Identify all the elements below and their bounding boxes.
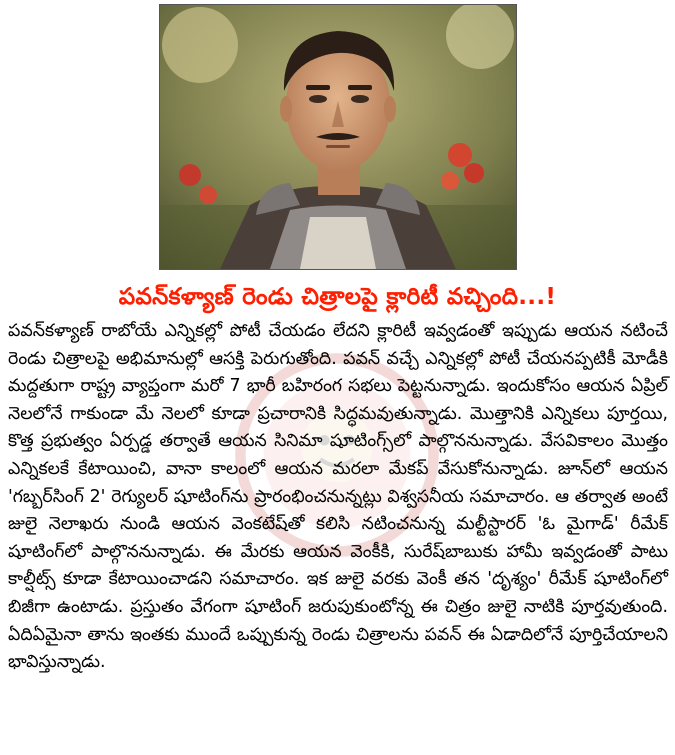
article-body: పవన్‌కళ్యాణ్ రాబోయే ఎన్నికల్లో పోటీ చేయడం లేదని క్లారిటీ ఇవ్వడంతో ఇప్పుడు ఆయన నటించే రెండు చిత్రాలపై అభిమానుల్లో ఆసక్తి పెరుగుతోంది. పవన్ వచ్చే ఎన్నికల్లో పోటీ చేయనప్పటికీ మోడీకి మద్దతుగా రాష్ట్ర వ్యాప్తంగా మరో 7 భారీ బహిరంగ సభలు పెట్టనున్నాడు. ఇందుకోసం ఆయన ఏప్రిల్ నెలలోనే గాకుండా మే నెలలో కూడా ప్రచారానికి సిద్ధమవుతున్నాడు. మొత్తానికి ఎన్నికలు పూర్తయి, కొత్త ప్రభుత్వం ఏర్పడ్డ తర్వాతే ఆయన సినిమా షూటింగ్స్‌లో పాల్గొననున్నాడు. వేసవికాలం మొత్తం ఎన్నికలకే కేటాయించి, వానా కాలంలో ఆయన మరలా మేకప్ వేసుకోనున్నాడు. జూన్‌లో ఆయన 'గబ్బర్‌సింగ్ 2' రెగ్యులర్ షూటింగ్‌ను ప్రారంభించనున్నట్లు విశ్వసనీయ సమాచారం. ఆ తర్వాత అంటే జులై నెలాఖరు నుండి ఆయన వెంకటేష్‌తో కలిసి నటించనున్న మల్టీస్టారర్ 'ఓ మైగాడ్' రీమేక్ షూటింగ్‌లో పాల్గొననున్నాడు. ఈ మేరకు ఆయన వెంకీకి, సురేష్‌బాబుకు హామీ ఇవ్వడంతో పాటు కాల్షీట్స్ కూడా కేటాయించాడని సమాచారం. ఇక జులై వరకు వెంకీ తన 'దృశ్యం' రీమేక్ షూటింగ్‌లో బిజీగా ఉంటాడు. ప్రస్తుతం వేగంగా షూటింగ్ జరుపుకుంటోన్న ఈ చిత్రం జులై నాటికి పూర్తవుతుంది. ఏదిఏమైనా తాను ఇంతకు ముందే ఒప్పుకున్న రెండు చిత్రాలను పవన్ ఈ ఏడాదిలోనే పూర్తిచేయాలని భావిస్తున్నాడు. (8, 321, 668, 673)
article-photo (159, 4, 517, 270)
actor-portrait-image (160, 5, 516, 269)
article-headline: పవన్‌కళ్యాణ్ రెండు చిత్రాలపై క్లారిటీ వచ్చింది...! (118, 284, 557, 310)
